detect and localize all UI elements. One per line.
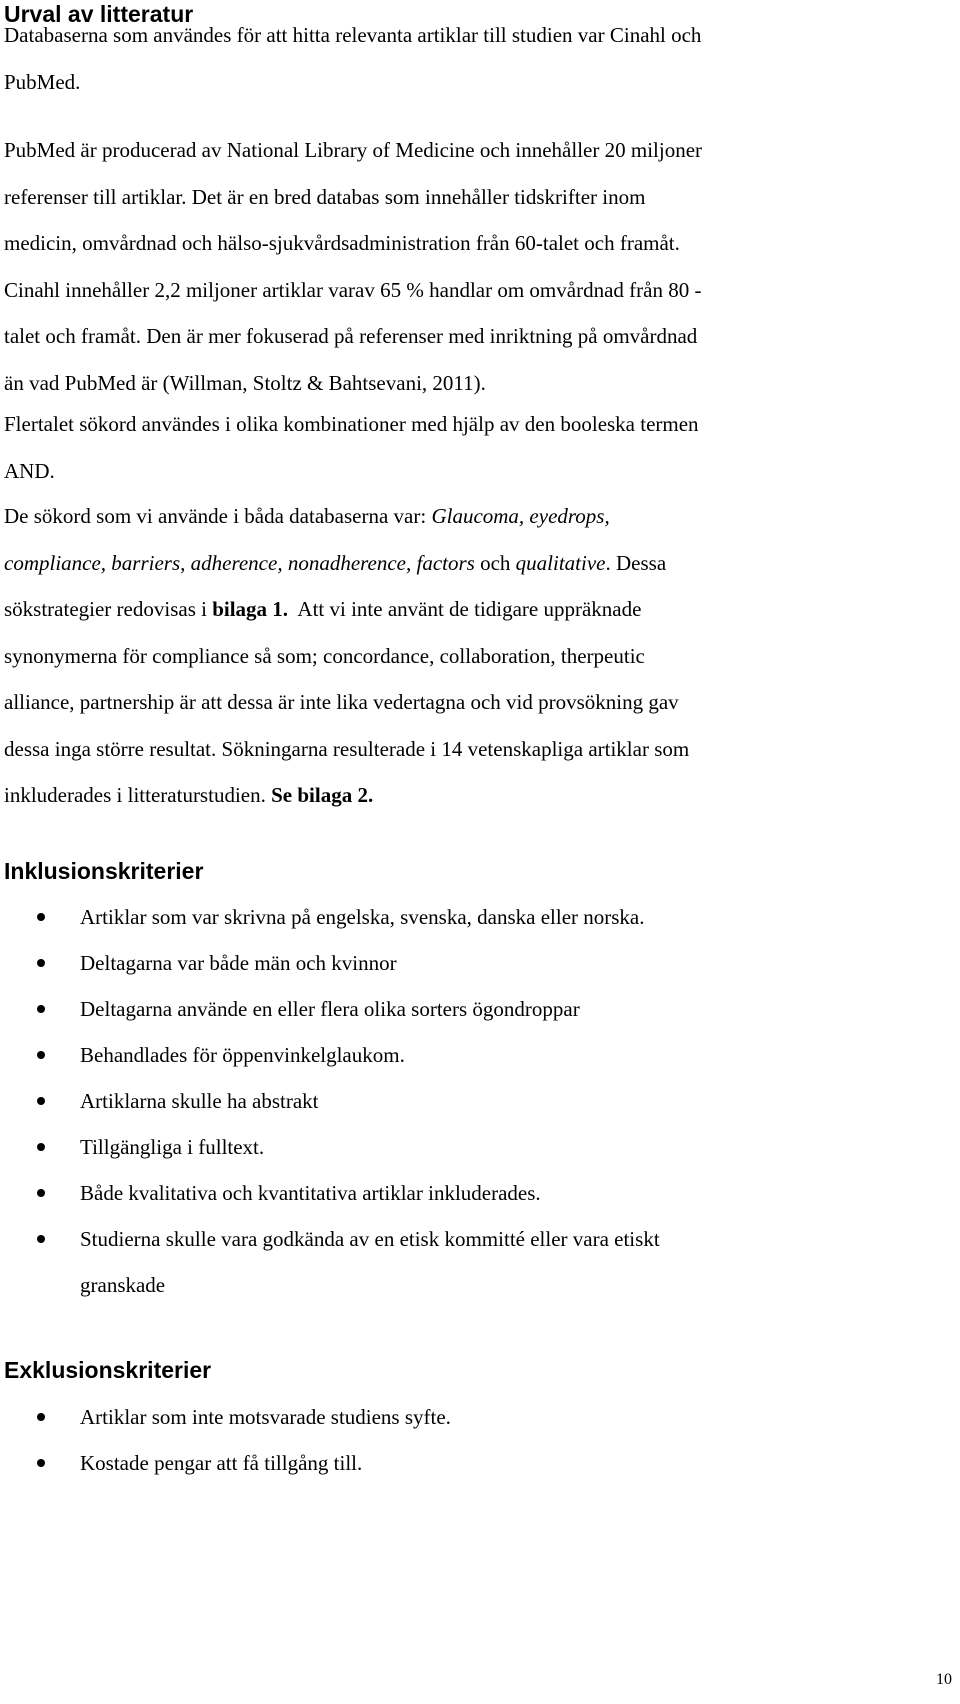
text-run: och bbox=[474, 550, 516, 575]
list-item-text: Behandlades för öppenvinkelglaukom. bbox=[80, 1043, 405, 1067]
bullet-icon bbox=[37, 959, 45, 967]
text-line: PubMed är producerad av National Library of Medicine och innehåller 20 miljoner bbox=[4, 138, 703, 162]
bullet-icon bbox=[37, 1005, 45, 1013]
bullet-icon bbox=[37, 1143, 45, 1151]
keyword-italic: qualitative bbox=[515, 550, 606, 575]
text-line bbox=[4, 493, 954, 540]
list-item bbox=[0, 940, 660, 986]
paragraph-search-terms bbox=[4, 401, 954, 494]
bullet-icon bbox=[37, 1051, 45, 1059]
text-run: sökstrategier redovisas i bbox=[4, 597, 213, 621]
text-line: medicin, omvårdnad och hälso-sjukvårdsadministration från 60-talet och framåt. bbox=[4, 231, 680, 255]
bullet-icon bbox=[37, 913, 45, 921]
list-item bbox=[0, 894, 660, 940]
list-item bbox=[0, 1440, 451, 1486]
list-item-text: Studierna skulle vara godkända av en etisk kommitté eller vara etiskt bbox=[80, 1227, 660, 1251]
text-line: Cinahl innehåller 2,2 miljoner artiklar varav 65 % handlar om omvårdnad från 80 - bbox=[4, 277, 702, 302]
text-run: Att vi inte använt de tidigare uppräknade bbox=[288, 597, 642, 621]
list-item-text: Både kvalitativa och kvantitativa artiklar inkluderades. bbox=[80, 1181, 541, 1205]
bullet-icon bbox=[37, 1189, 45, 1197]
list-item bbox=[0, 986, 660, 1032]
text-line bbox=[4, 772, 954, 819]
list-item-text: Deltagarna använde en eller flera olika sorters ögondroppar bbox=[80, 997, 580, 1021]
list-item-text: Artiklar som inte motsvarade studiens syfte. bbox=[80, 1405, 451, 1429]
section-heading-inklusion: Inklusionskriterier bbox=[4, 858, 204, 884]
text-line bbox=[4, 540, 954, 587]
keyword-italic: compliance, barriers, adherence, nonadherence, factors bbox=[4, 550, 475, 575]
list-item-text: Artiklarna skulle ha abstrakt bbox=[80, 1089, 319, 1113]
exclusion-criteria-list bbox=[0, 1394, 451, 1486]
text-line: synonymerna för compliance så som; concordance, collaboration, therpeutic bbox=[4, 643, 645, 668]
paragraph-databases bbox=[4, 12, 954, 105]
bullet-icon bbox=[37, 1413, 45, 1421]
text-line: Databaserna som användes för att hitta relevanta artiklar till studien var Cinahl och bbox=[4, 23, 702, 47]
list-item bbox=[0, 1394, 451, 1440]
list-item bbox=[0, 1124, 660, 1170]
bullet-icon bbox=[37, 1235, 45, 1243]
text-line: PubMed. bbox=[4, 69, 81, 94]
list-item-text: Artiklar som var skrivna på engelska, svenska, danska eller norska. bbox=[80, 905, 645, 929]
bullet-icon bbox=[37, 1097, 45, 1105]
text-line: referenser till artiklar. Det är en bred databas som innehåller tidskrifter inom bbox=[4, 184, 646, 209]
list-item-text: Tillgängliga i fulltext. bbox=[80, 1135, 265, 1159]
text-line: alliance, partnership är att dessa är inte lika vedertagna och vid provsökning gav bbox=[4, 690, 679, 714]
keyword-italic: Glaucoma, eyedrops, bbox=[431, 504, 610, 528]
text-line: dessa inga större resultat. Sökningarna resulterade i 14 vetenskapliga artiklar som bbox=[4, 736, 690, 761]
inclusion-criteria-list bbox=[0, 894, 660, 1308]
text-line: AND. bbox=[4, 458, 55, 483]
paragraph-pubmed-cinahl bbox=[4, 127, 954, 406]
list-item-text-continued: granskade bbox=[80, 1273, 166, 1297]
list-item bbox=[0, 1216, 660, 1308]
text-line: Flertalet sökord användes i olika kombinationer med hjälp av den booleska termen bbox=[4, 412, 699, 436]
bullet-icon bbox=[37, 1459, 45, 1467]
section-heading-exklusion: Exklusionskriterier bbox=[4, 1357, 212, 1383]
paragraph-keywords bbox=[4, 493, 954, 819]
text-line bbox=[4, 586, 954, 633]
reference-bold: Se bilaga 2. bbox=[271, 783, 374, 807]
reference-bold: bilaga 1. bbox=[212, 597, 289, 621]
list-item bbox=[0, 1170, 660, 1216]
text-run: . Dessa bbox=[605, 550, 667, 575]
section-heading-urval: Urval av litteratur bbox=[4, 1, 194, 27]
text-run: inkluderades i litteraturstudien. bbox=[4, 783, 272, 807]
list-item bbox=[0, 1078, 660, 1124]
text-line: talet och framåt. Den är mer fokuserad på referenser med inriktning på omvårdnad bbox=[4, 324, 698, 348]
text-line: än vad PubMed är (Willman, Stoltz & Bahtsevani, 2011). bbox=[4, 370, 486, 395]
page-number: 10 bbox=[936, 1671, 952, 1688]
list-item bbox=[0, 1032, 660, 1078]
list-item-text: Kostade pengar att få tillgång till. bbox=[80, 1451, 363, 1475]
list-item-text: Deltagarna var både män och kvinnor bbox=[80, 951, 397, 975]
text-run: De sökord som vi använde i båda databaserna var: bbox=[4, 504, 432, 528]
